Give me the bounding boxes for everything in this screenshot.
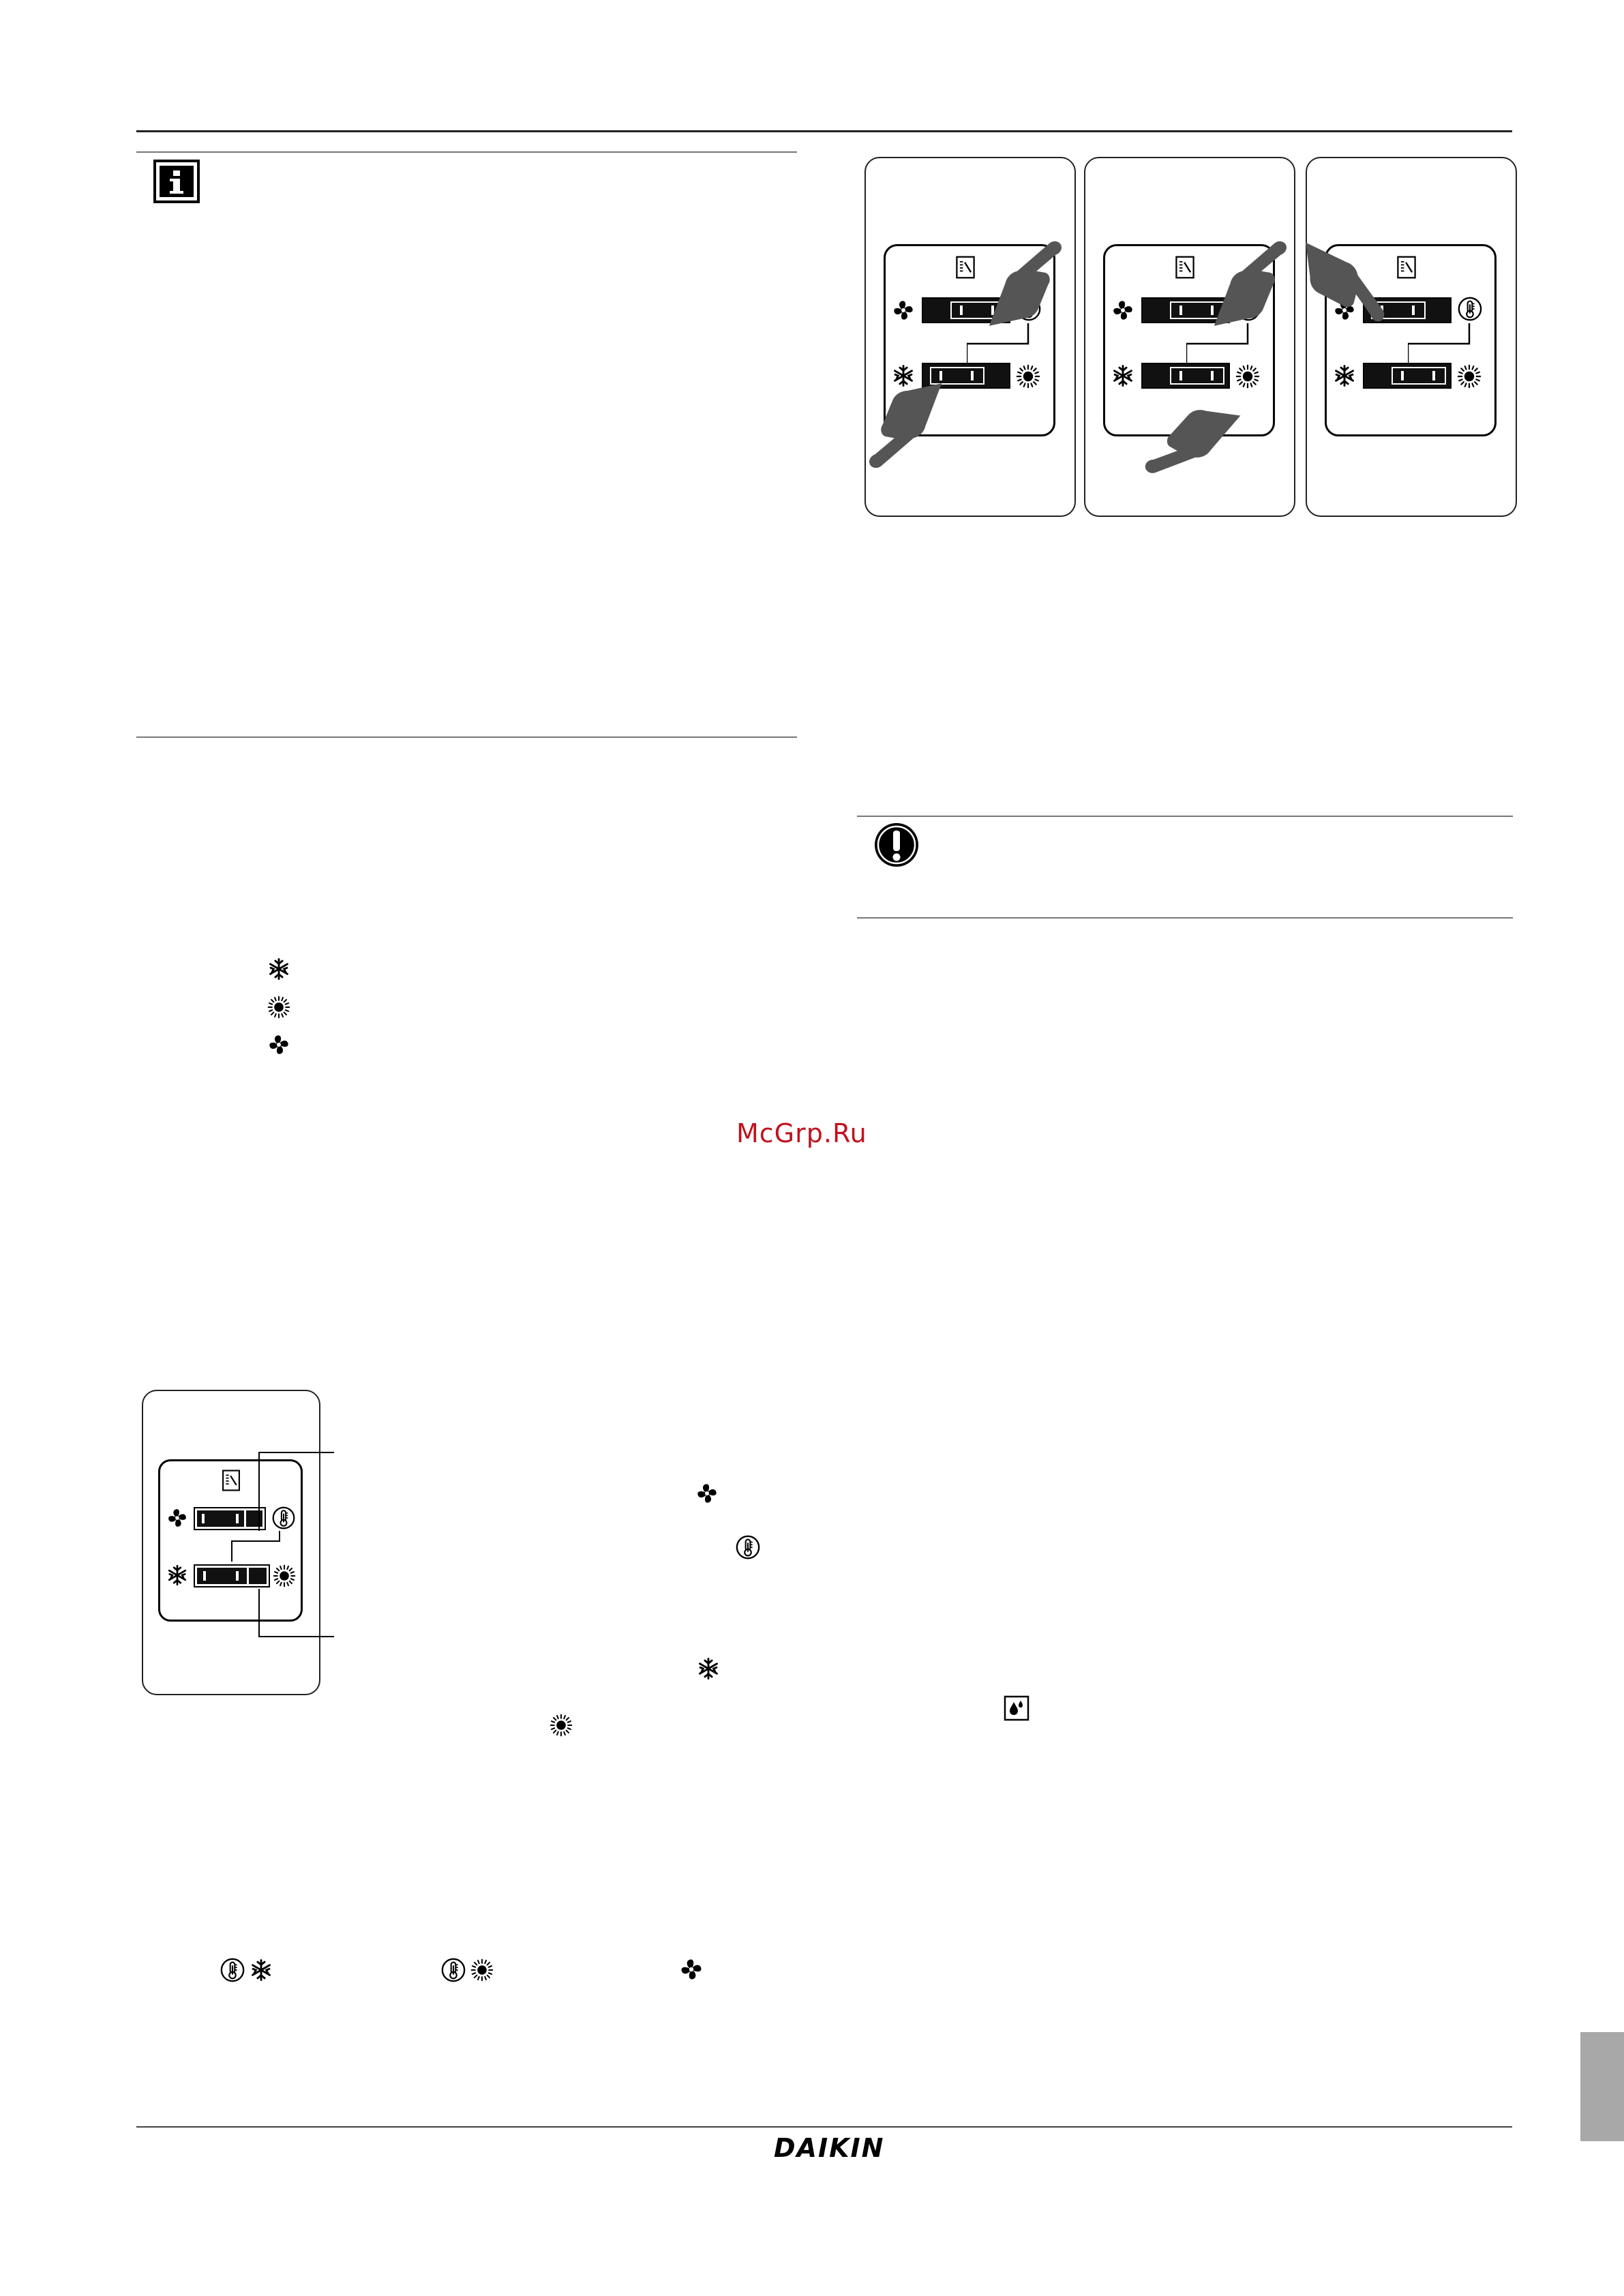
remote-controller-icon: [1173, 255, 1197, 280]
fan-icon: [679, 1957, 704, 1982]
fan-icon: [166, 1507, 188, 1529]
remote-controller-icon: [953, 255, 978, 280]
thermometer-icon: [735, 1534, 761, 1560]
snowflake-icon: [1333, 364, 1356, 387]
switch-connector: [1186, 323, 1254, 364]
snowflake-icon: [697, 1657, 720, 1680]
fan-icon: [267, 1033, 290, 1056]
switch-connector: [967, 323, 1035, 364]
pointing-hand-icon: [982, 239, 1070, 327]
thermometer-icon: [440, 1957, 466, 1983]
fan-icon: [695, 1482, 719, 1505]
switch-cool-heat[interactable]: [1363, 363, 1452, 389]
info-box-top-rule: [136, 151, 797, 153]
info-icon: [153, 160, 200, 203]
sun-icon: [470, 1958, 494, 1982]
warning-box-bottom-rule: [857, 917, 1513, 919]
sun-icon: [550, 1714, 573, 1737]
sun-icon: [1235, 364, 1260, 389]
watermark: McGrp.Ru: [736, 1118, 867, 1148]
snowflake-icon: [267, 957, 290, 981]
snowflake-icon: [166, 1564, 188, 1586]
header-rule: [136, 130, 1512, 132]
thermometer-icon: [1457, 296, 1483, 322]
remote-controller-icon: [1394, 255, 1419, 280]
exclamation-icon: [873, 821, 920, 869]
sun-icon: [1016, 364, 1040, 389]
footer-rule: [136, 2126, 1512, 2128]
fan-icon: [1111, 299, 1134, 322]
warning-box-top-rule: [857, 816, 1513, 817]
sun-icon: [267, 996, 290, 1019]
snowflake-icon: [1111, 364, 1134, 387]
fan-icon: [892, 299, 915, 322]
pointing-hand-icon: [1207, 239, 1295, 327]
snowflake-icon: [250, 1958, 273, 1982]
leader-lines: [225, 1439, 341, 1643]
side-thumb-tab: [1580, 2032, 1624, 2141]
thermometer-icon: [220, 1957, 245, 1983]
water-drop-icon: [1004, 1695, 1029, 1721]
pointing-hand-icon: [1297, 235, 1394, 331]
switch-cool-heat[interactable]: [1141, 363, 1230, 389]
switch-connector: [1408, 323, 1476, 364]
sun-icon: [1457, 364, 1482, 389]
pointing-hand-icon: [860, 382, 949, 471]
daikin-logo: DAIKIN: [774, 2133, 885, 2163]
info-box-bottom-rule: [136, 736, 797, 738]
